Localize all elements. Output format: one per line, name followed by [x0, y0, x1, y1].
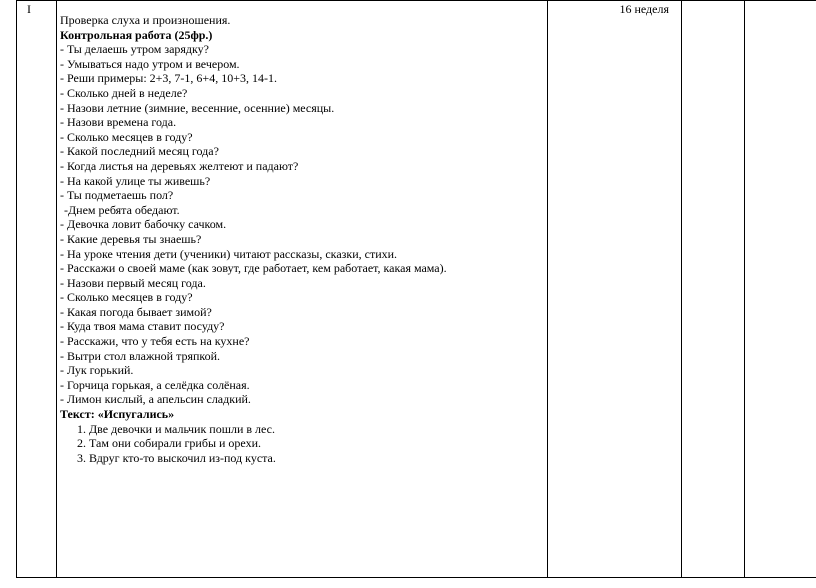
content-line: - На уроке чтения дети (ученики) читают рассказы, сказки, стихи.	[60, 246, 398, 261]
content-line: - Вытри стол влажной тряпкой.	[60, 348, 221, 363]
content-line: Проверка слуха и произношения.	[60, 13, 231, 27]
content-line: - Горчица горькая, а селёдка солёная.	[60, 377, 250, 392]
content-line: - Какой последний месяц года?	[60, 144, 219, 159]
lesson-content-cell	[57, 1, 548, 578]
lesson-plan-table	[16, 0, 816, 578]
content-line: - Ты подметаешь пол?	[60, 188, 174, 203]
content-line: - Реши примеры: 2+3, 7-1, 6+4, 10+3, 14-1.	[60, 71, 277, 86]
table-row	[17, 1, 816, 578]
content-line: - Расскажи о своей маме (как зовут, где работает, кем работает, какая мама).	[60, 261, 447, 276]
week-cell	[548, 1, 682, 578]
week-label: 16 неделя	[619, 2, 669, 16]
content-line: - Лук горький.	[60, 363, 134, 378]
content-line: 2. Там они собирали грибы и орехи.	[77, 436, 262, 451]
content-line: 3. Вдруг кто-то выскочил из-под куста.	[77, 450, 276, 465]
content-line: - Сколько месяцев в году?	[60, 290, 193, 305]
content-line: - Назови летние (зимние, весенние, осенние) месяцы.	[60, 100, 335, 115]
content-line: - Назови времена года.	[60, 115, 177, 130]
content-line: - На какой улице ты живешь?	[60, 173, 211, 188]
empty-cell-2	[745, 1, 816, 578]
section-heading: Контрольная работа (25фр.)	[60, 27, 213, 42]
row-number: I	[27, 2, 31, 16]
section-heading: Текст: «Испугались»	[60, 407, 175, 422]
row-number-cell	[17, 1, 57, 578]
content-line: - Куда твоя мама ставит посуду?	[60, 319, 225, 334]
content-line: - Какие деревья ты знаешь?	[60, 231, 202, 246]
content-line: - Лимон кислый, а апельсин сладкий.	[60, 392, 251, 407]
content-line: -Днем ребята обедают.	[64, 202, 180, 217]
content-line: - Когда листья на деревьях желтеют и падают?	[60, 158, 299, 173]
content-line: - Девочка ловит бабочку сачком.	[60, 217, 227, 232]
content-line: - Какая погода бывает зимой?	[60, 304, 212, 319]
content-line: - Расскажи, что у тебя есть на кухне?	[60, 334, 250, 349]
empty-cell-1	[682, 1, 745, 578]
content-line: 1. Две девочки и мальчик пошли в лес.	[77, 421, 275, 436]
content-line: - Назови первый месяц года.	[60, 275, 206, 290]
lesson-content	[60, 13, 547, 465]
content-line: - Умываться надо утром и вечером.	[60, 56, 240, 71]
content-line: - Ты делаешь утром зарядку?	[60, 42, 210, 57]
content-line: - Сколько дней в неделе?	[60, 85, 188, 100]
content-line: - Сколько месяцев в году?	[60, 129, 193, 144]
